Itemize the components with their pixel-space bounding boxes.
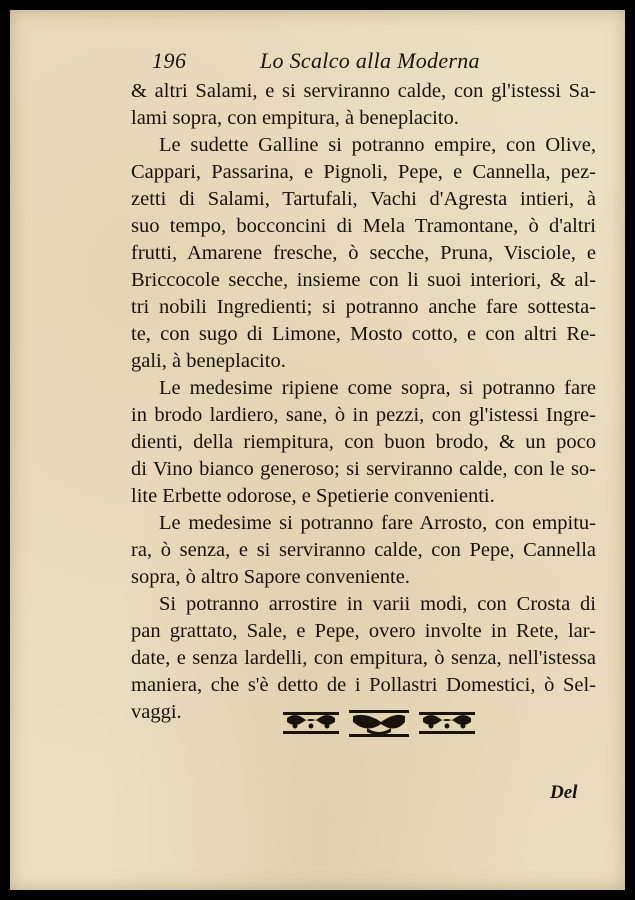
text-line: Le sudette Galline si potranno empire, con Olive, — [159, 134, 596, 156]
page-number: 196 — [152, 48, 187, 73]
text-line: Le medesime si potranno fare Arrosto, con empitu- — [159, 512, 596, 534]
running-title: Lo Scalco alla Moderna — [260, 48, 480, 73]
text-line: dienti, della riempitura, con buon brodo, & un poco — [131, 431, 596, 453]
text-line: lami sopra, con empitura, à beneplacito. — [131, 107, 459, 129]
text-line: lite Erbette odorose, e Spetierie convenienti. — [131, 485, 495, 507]
text-line: Le medesime ripiene come sopra, si potranno fare — [159, 377, 596, 399]
text-line: tri nobili Ingredienti; si potranno anche fare sottesta- — [131, 296, 596, 318]
text-line: gali, à beneplacito. — [131, 350, 286, 372]
text-line: & altri Salami, e si serviranno calde, con gl'istessi Sa- — [131, 80, 596, 102]
text-line: Briccocole secche, insieme con li suoi interiori, & al- — [131, 269, 596, 291]
text-line: Si potranno arrostire in varii modi, con Crosta di — [159, 593, 596, 615]
printer-ornament — [281, 706, 477, 740]
text-line: sopra, ò altro Sapore conveniente. — [131, 566, 410, 588]
text-line: in brodo lardiero, sane, ò in pezzi, con gl'istessi Ingre- — [131, 404, 596, 426]
text-line: suo tempo, bocconcini di Mela Tramontane, ò d'altri — [131, 215, 596, 237]
text-line: di Vino bianco generoso; si serviranno calde, con le so- — [131, 458, 596, 480]
book-page — [10, 10, 625, 890]
text-line: maniera, che s'è detto de i Pollastri Domestici, ò Sel- — [131, 674, 596, 696]
body-text — [131, 78, 596, 726]
text-line: date, e senza lardelli, con empitura, ò senza, nell'istessa — [131, 647, 596, 669]
running-head — [152, 48, 592, 78]
text-line: ra, ò senza, e si serviranno calde, con Pepe, Cannella — [131, 539, 596, 561]
text-line: Cappari, Passarina, e Pignoli, Pepe, e Cannella, pez- — [131, 161, 596, 183]
text-line: vaggi. — [131, 701, 182, 723]
text-line: frutti, Amarene fresche, ò secche, Pruna, Visciole, e — [131, 242, 596, 264]
catchword: Del — [550, 782, 578, 803]
text-line: te, con sugo di Limone, Mosto cotto, e con altri Re- — [131, 323, 596, 345]
text-line: pan grattato, Sale, e Pepe, overo involte in Rete, lar- — [131, 620, 596, 642]
text-line: zetti di Salami, Tartufali, Vachi d'Agresta intieri, à — [131, 188, 596, 210]
